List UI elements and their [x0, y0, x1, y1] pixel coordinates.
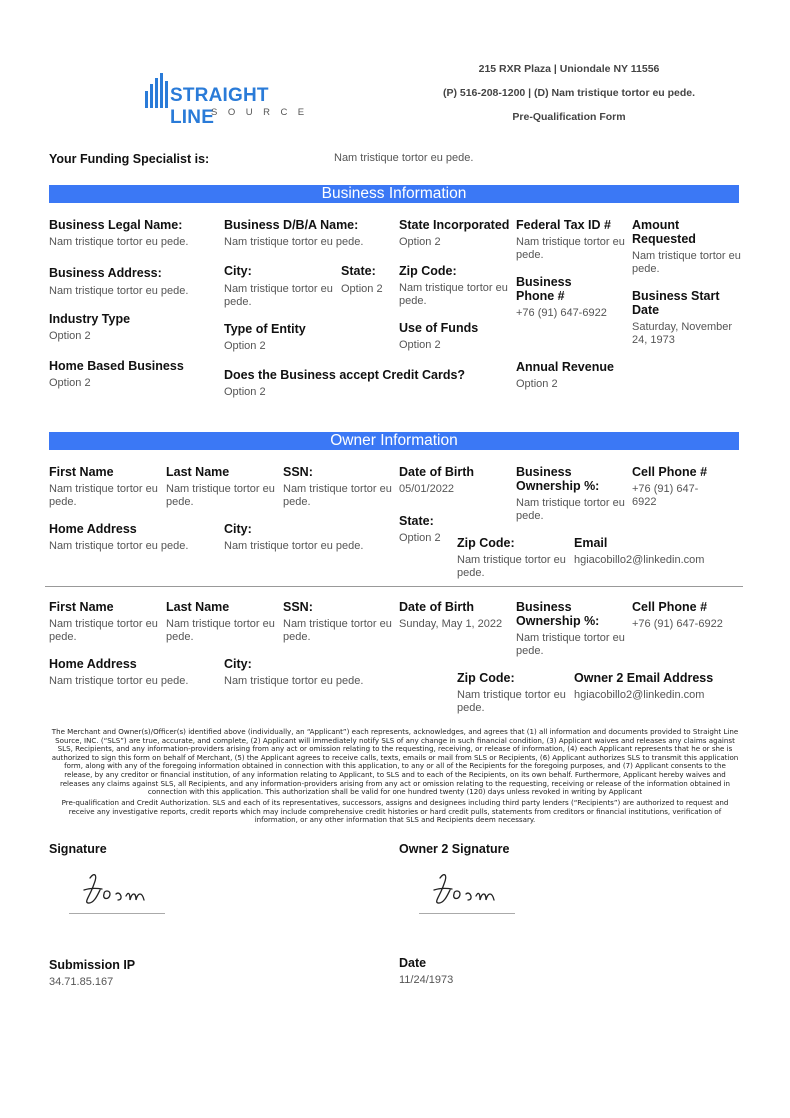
business-address-value: Nam tristique tortor eu pede.	[49, 285, 189, 297]
type-of-entity-label: Type of Entity	[224, 322, 306, 336]
business-dba-label: Business D/B/A Name:	[224, 218, 359, 232]
owner2-ssn-label: SSN:	[283, 600, 313, 614]
owner1-home-address-label: Home Address	[49, 522, 137, 536]
logo-main-text: STRAIGHT LINE	[170, 85, 269, 128]
funding-specialist-value: Nam tristique tortor eu pede.	[334, 152, 474, 164]
submission-ip-label: Submission IP	[49, 958, 136, 972]
annual-revenue-value: Option 2	[516, 378, 558, 390]
business-start-date-label: Business Start Date	[632, 289, 720, 317]
company-phone-line: (P) 516-208-1200 | (D) Nam tristique tortor eu pede.	[442, 87, 696, 99]
business-legal-name-value: Nam tristique tortor eu pede.	[49, 236, 189, 248]
home-based-business-value: Option 2	[49, 377, 91, 389]
annual-revenue-label: Annual Revenue	[516, 360, 614, 374]
federal-tax-id-label: Federal Tax ID #	[516, 218, 611, 232]
business-zip-label: Zip Code:	[399, 264, 457, 278]
owner2-first-name-label: First Name	[49, 600, 114, 614]
use-of-funds-value: Option 2	[399, 339, 441, 351]
signature-line	[69, 913, 165, 914]
amount-requested-value: Nam tristique tortor eu pede.	[632, 250, 741, 275]
owner1-state-label: State:	[399, 514, 434, 528]
owner1-last-name-value: Nam tristique tortor eu pede.	[166, 483, 275, 508]
business-dba-value: Nam tristique tortor eu pede.	[224, 236, 364, 248]
owner2-signature-image	[430, 870, 510, 910]
credit-cards-value: Option 2	[224, 386, 266, 398]
owner2-home-address-label: Home Address	[49, 657, 137, 671]
owner2-dob-label: Date of Birth	[399, 600, 474, 614]
signature-label: Signature	[49, 842, 107, 856]
owner2-email-label: Owner 2 Email Address	[574, 671, 714, 685]
owner1-zip-label: Zip Code:	[457, 536, 515, 550]
business-phone-value: +76 (91) 647-6922	[516, 307, 607, 319]
owner2-first-name-value: Nam tristique tortor eu pede.	[49, 618, 158, 643]
amount-requested-label: Amount Requested	[632, 218, 696, 246]
owner2-ssn-value: Nam tristique tortor eu pede.	[283, 618, 392, 643]
owner2-city-value: Nam tristique tortor eu pede.	[224, 675, 364, 687]
date-label: Date	[399, 956, 427, 970]
submission-ip-value: 34.71.85.167	[49, 976, 114, 988]
owner1-email-value: hgiacobillo2@linkedin.com	[574, 554, 705, 566]
owner2-signature-label: Owner 2 Signature	[399, 842, 510, 856]
owner1-first-name-label: First Name	[49, 465, 114, 479]
business-city-label: City:	[224, 264, 252, 278]
business-state-value: Option 2	[341, 283, 383, 295]
owner1-dob-value: 05/01/2022	[399, 483, 455, 495]
owner1-email-label: Email	[574, 536, 608, 550]
state-incorporated-value: Option 2	[399, 236, 441, 248]
logo-sub-text: SOURCE	[211, 107, 315, 118]
business-legal-name-label: Business Legal Name:	[49, 218, 183, 232]
company-logo	[145, 73, 315, 128]
business-zip-value: Nam tristique tortor eu pede.	[399, 282, 508, 307]
disclaimer-paragraph-2: Pre-qualification and Credit Authorization. SLS and each of its representatives, successors, assigns and designees including third party lenders (“Recipients”) are authorized to request and receive any investigative reports, credit reports which may include comprehensive credit histories or hard credit pulls, statements from creditors or financial institutions, verification of information, or any other information that SLS and Recipients deem necessary.	[61, 798, 729, 825]
logo-mark-icon	[145, 73, 171, 109]
owner1-ssn-value: Nam tristique tortor eu pede.	[283, 483, 392, 508]
owner1-ownership-value: Nam tristique tortor eu pede.	[516, 497, 625, 522]
owner2-signature-line	[419, 913, 515, 914]
owner1-ownership-label: Business Ownership %:	[516, 465, 600, 493]
owner1-ssn-label: SSN:	[283, 465, 313, 479]
date-value: 11/24/1973	[399, 974, 454, 986]
business-address-label: Business Address:	[49, 266, 162, 280]
owner2-home-address-value: Nam tristique tortor eu pede.	[49, 675, 189, 687]
business-phone-label: Business Phone #	[516, 275, 572, 303]
owner2-zip-label: Zip Code:	[457, 671, 515, 685]
business-state-label: State:	[341, 264, 376, 278]
business-start-date-value: Saturday, November 24, 1973	[632, 321, 733, 346]
funding-specialist-label: Your Funding Specialist is:	[49, 152, 210, 166]
form-title: Pre-Qualification Form	[512, 111, 626, 123]
type-of-entity-value: Option 2	[224, 340, 266, 352]
owner1-last-name-label: Last Name	[166, 465, 230, 479]
owner2-email-value: hgiacobillo2@linkedin.com	[574, 689, 705, 701]
owner2-cell-phone-label: Cell Phone #	[632, 600, 708, 614]
home-based-business-label: Home Based Business	[49, 359, 184, 373]
owner1-cell-phone-value: +76 (91) 647-6922	[632, 483, 699, 508]
owner1-home-address-value: Nam tristique tortor eu pede.	[49, 540, 189, 552]
owner-divider	[45, 586, 743, 587]
industry-type-value: Option 2	[49, 330, 91, 342]
owner1-city-value: Nam tristique tortor eu pede.	[224, 540, 364, 552]
owner1-dob-label: Date of Birth	[399, 465, 474, 479]
industry-type-label: Industry Type	[49, 312, 131, 326]
owner2-ownership-value: Nam tristique tortor eu pede.	[516, 632, 625, 657]
business-information-header: Business Information	[49, 185, 739, 203]
owner2-dob-value: Sunday, May 1, 2022	[399, 618, 503, 630]
disclaimer-paragraph-1: The Merchant and Owner(s)/Officer(s) identified above (individually, an “Applicant”) each represents, acknowledges, and agrees that (1) all information and documents provided to Straight Line Source, INC. (“SLS”) are true, accurate, and complete, (2) Applicant will immediately notify SLS of any change in such financial condition, (3) Applicant waives and releases any claims against SLS, Recipients, and any information-providers arising from any act or omission relating to the requesting, receiving, or release of information, (4) each Applicant represents that he or she is authorized to sign this form on behalf of Merchant, (5) the Applicant agrees to receive calls, texts, emails or mail from SLS or Recipients, (6) Applicant authorizes SLS to transmit this application form, along with any of the foregoing information obtained in connection with this application, to any or all of the Recipients for the foregoing purposes, and (7) Applicant consents to the release, by any creditor or financial institution, of any information relating to Applicant, to SLS and to each of the Recipients, on its own behalf. Furthermore, Applicant hereby waives and releases any claims against SLS, all Recipients, and any information-providers arising from any act or omission relating to the requesting, receiving or release of the information obtained in connection with this application. This authorization shall be valid for one hundred twenty (120) days unless revoked in writing by Applicant	[51, 727, 739, 797]
owner2-city-label: City:	[224, 657, 252, 671]
business-city-value: Nam tristique tortor eu pede.	[224, 283, 333, 308]
owner2-cell-phone-value: +76 (91) 647-6922	[632, 618, 723, 630]
owner1-state-value: Option 2	[399, 532, 441, 544]
owner2-ownership-label: Business Ownership %:	[516, 600, 600, 628]
owner1-zip-value: Nam tristique tortor eu pede.	[457, 554, 566, 579]
company-address: 215 RXR Plaza | Uniondale NY 11556	[478, 63, 660, 75]
owner-information-header: Owner Information	[49, 432, 739, 450]
owner2-zip-value: Nam tristique tortor eu pede.	[457, 689, 566, 714]
federal-tax-id-value: Nam tristique tortor eu pede.	[516, 236, 625, 261]
use-of-funds-label: Use of Funds	[399, 321, 479, 335]
signature-image	[80, 870, 160, 910]
credit-cards-label: Does the Business accept Credit Cards?	[224, 368, 466, 382]
owner1-city-label: City:	[224, 522, 252, 536]
owner2-last-name-label: Last Name	[166, 600, 230, 614]
owner1-cell-phone-label: Cell Phone #	[632, 465, 708, 479]
state-incorporated-label: State Incorporated	[399, 218, 510, 232]
owner2-last-name-value: Nam tristique tortor eu pede.	[166, 618, 275, 643]
owner1-first-name-value: Nam tristique tortor eu pede.	[49, 483, 158, 508]
